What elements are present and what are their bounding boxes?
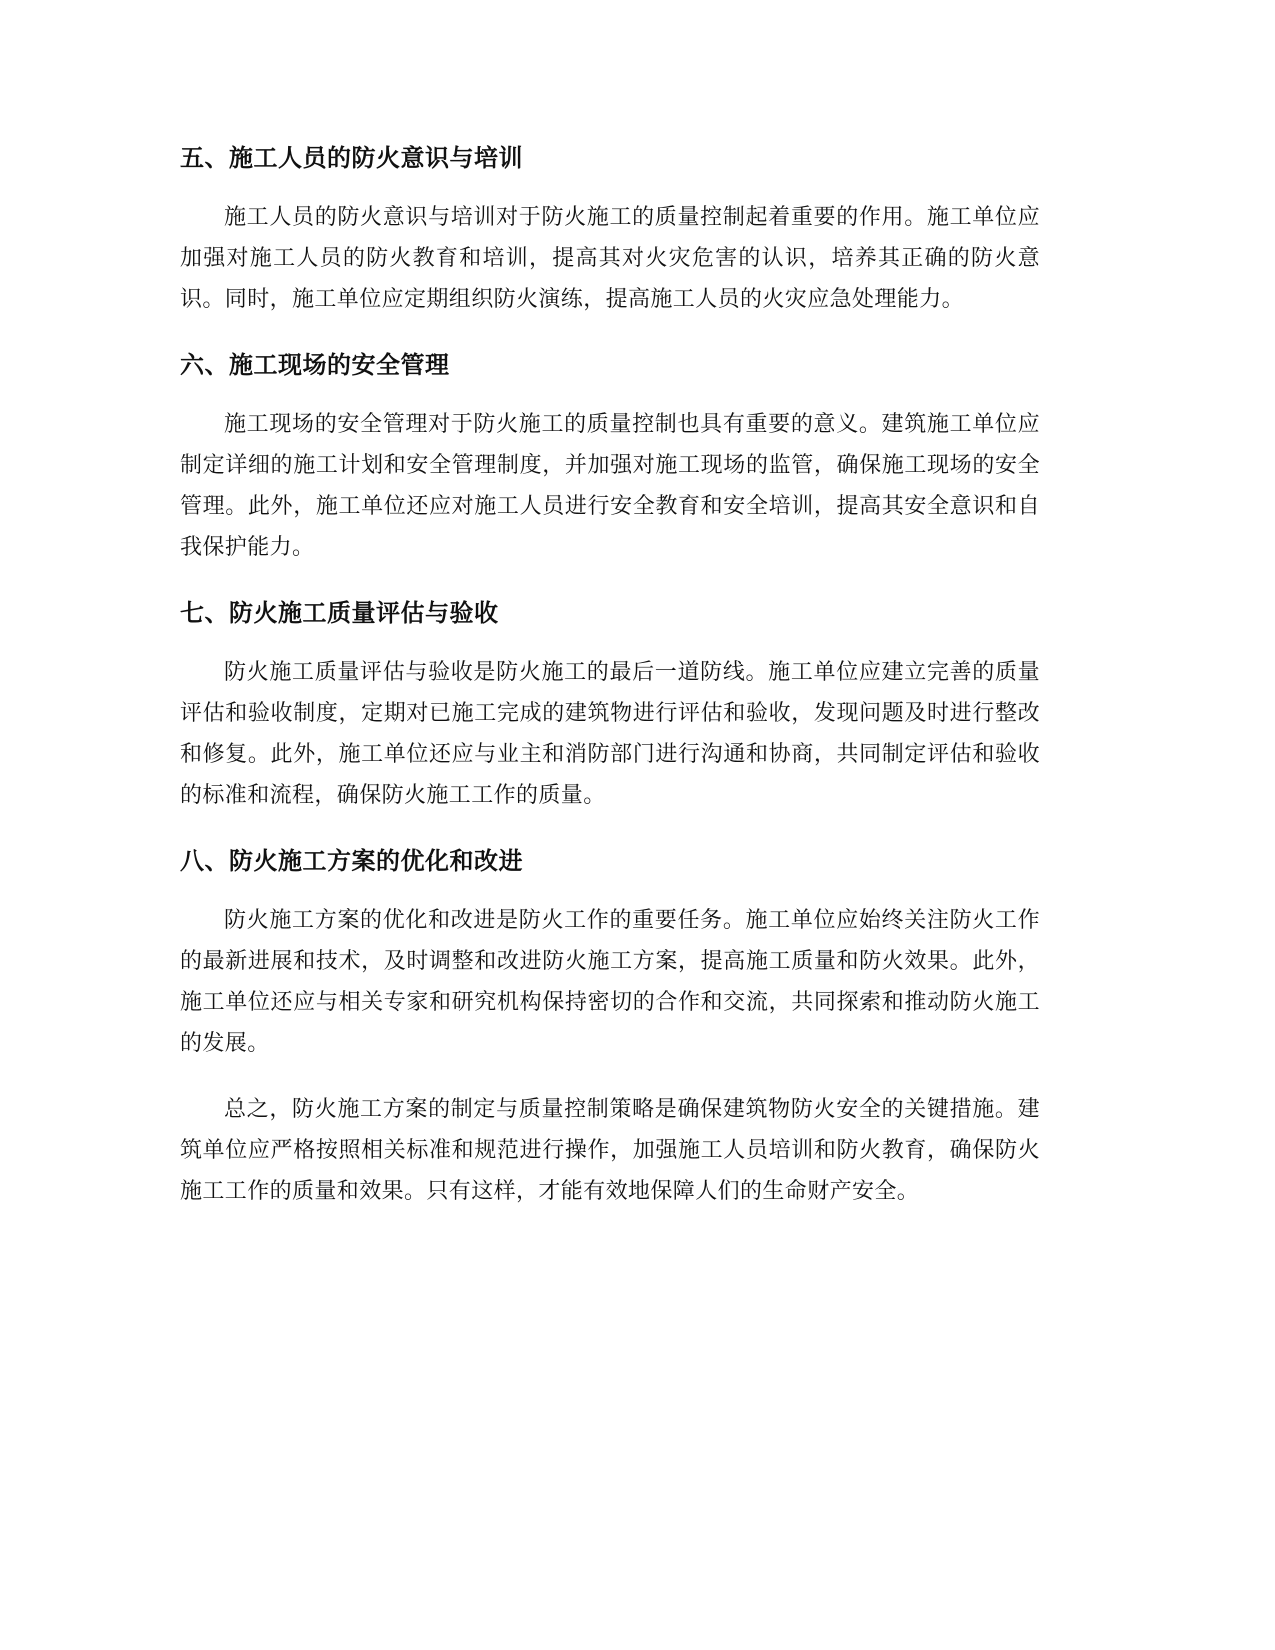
conclusion-paragraph: 总之，防火施工方案的制定与质量控制策略是确保建筑物防火安全的关键措施。建筑单位应严格按照相关标准和规范进行操作，加强施工人员培训和防火教育，确保防火施工工作的质量和效果。只有这样，才能有效地保障人们的生命财产安全。 [180,1097,1040,1204]
section-8-heading: 八、防火施工方案的优化和改进 [180,847,523,875]
section-6-heading: 六、施工现场的安全管理 [180,351,450,379]
section-8-paragraph: 防火施工方案的优化和改进是防火工作的重要任务。施工单位应始终关注防火工作的最新进展和技术，及时调整和改进防火施工方案，提高施工质量和防火效果。此外，施工单位还应与相关专家和研究机构保持密切的合作和交流，共同探索和推动防火施工的发展。 [180,908,1040,1056]
section-6-paragraph: 施工现场的安全管理对于防火施工的质量控制也具有重要的意义。建筑施工单位应制定详细的施工计划和安全管理制度，并加强对施工现场的监管，确保施工现场的安全管理。此外，施工单位还应对施工人员进行安全教育和安全培训，提高其安全意识和自我保护能力。 [180,412,1040,560]
section-5-heading: 五、施工人员的防火意识与培训 [180,144,523,172]
section-7-heading: 七、防火施工质量评估与验收 [180,599,499,627]
section-7-paragraph: 防火施工质量评估与验收是防火施工的最后一道防线。施工单位应建立完善的质量评估和验收制度，定期对已施工完成的建筑物进行评估和验收，发现问题及时进行整改和修复。此外，施工单位还应与业主和消防部门进行沟通和协商，共同制定评估和验收的标准和流程，确保防火施工工作的质量。 [180,660,1040,808]
section-5-paragraph: 施工人员的防火意识与培训对于防火施工的质量控制起着重要的作用。施工单位应加强对施工人员的防火教育和培训，提高其对火灾危害的认识，培养其正确的防火意识。同时，施工单位应定期组织防火演练，提高施工人员的火灾应急处理能力。 [180,205,1040,312]
document-page [180,138,1040,1212]
